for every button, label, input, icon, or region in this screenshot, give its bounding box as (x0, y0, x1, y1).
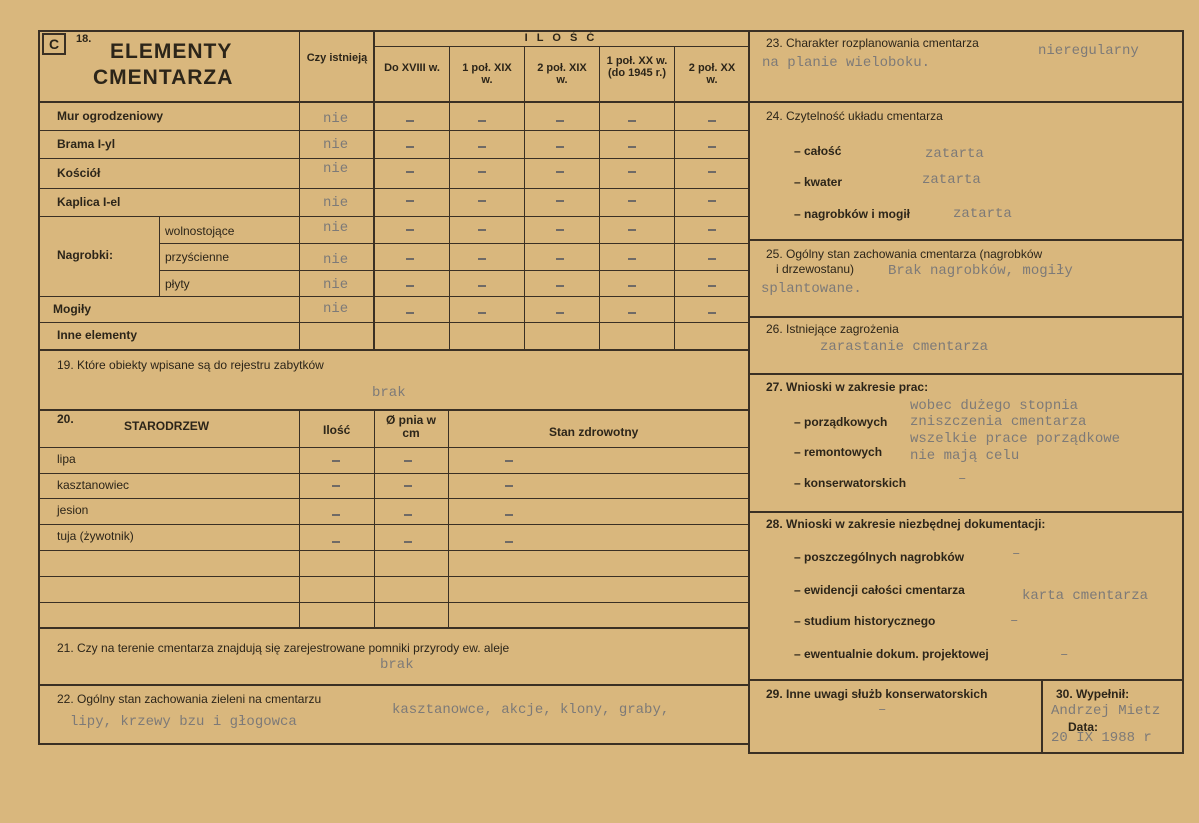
empty-value-dash (556, 200, 564, 202)
empty-value-dash (406, 229, 414, 231)
q28-item-label: – ewentualnie dokum. projektowej (794, 647, 989, 661)
empty-value-dash (556, 146, 564, 148)
q30-name: Andrzej Mietz (1051, 703, 1161, 719)
q26-answer: zarastanie cmentarza (820, 339, 989, 355)
form-title-line1: ELEMENTY (110, 40, 233, 63)
empty-value-dash (404, 485, 412, 487)
empty-value-dash (708, 120, 716, 122)
empty-value-dash (332, 514, 340, 516)
empty-value-dash (406, 312, 414, 314)
tree-label: kasztanowiec (57, 478, 130, 492)
empty-value-dash (708, 200, 716, 202)
border-middle (748, 30, 750, 754)
q22-label: 22. Ogólny stan zachowania zieleni na cmentarzu (57, 692, 322, 706)
q23-label: 23. Charakter rozplanowania cmentarza (766, 36, 979, 50)
q28-item-answer: – (1010, 613, 1019, 629)
col-quantity-header: I L O Ś Ć (524, 32, 598, 44)
q24-item-answer: zatarta (925, 146, 984, 162)
empty-value-dash (628, 258, 636, 260)
col-period-3: 2 poł. XIX w. (537, 62, 587, 87)
empty-value-dash (406, 200, 414, 202)
empty-value-dash (628, 312, 636, 314)
empty-value-dash (404, 460, 412, 462)
empty-value-dash (332, 541, 340, 543)
empty-value-dash (628, 146, 636, 148)
q27-item-label: – remontowych (794, 445, 883, 459)
q27-answer-line: wszelkie prace porządkowe (910, 431, 1121, 447)
exists-value: nie (323, 252, 349, 268)
q27-answer-line: zniszczenia cmentarza (910, 414, 1087, 430)
q27-answer-line: nie mają celu (910, 448, 1020, 464)
q25-answer-line1: Brak nagrobków, mogiły (888, 263, 1073, 279)
q29-label: 29. Inne uwagi służb konserwatorskich (766, 687, 988, 701)
empty-value-dash (628, 200, 636, 202)
q23-answer-line1: nieregularny (1038, 43, 1139, 59)
q26-label: 26. Istniejące zagrożenia (766, 322, 899, 336)
empty-value-dash (406, 146, 414, 148)
element-label: Brama I-yl (57, 137, 116, 151)
q20-col-qty: Ilość (323, 423, 351, 437)
q25-label-line1: 25. Ogólny stan zachowania cmentarza (nagrobków (766, 247, 1043, 261)
q28-item-answer: karta cmentarza (1022, 588, 1149, 604)
q30-label: 30. Wypełnił: (1056, 687, 1130, 701)
empty-value-dash (556, 285, 564, 287)
col-exists-header: Czy istnieją (306, 52, 368, 64)
tree-label: lipa (57, 452, 76, 466)
q22-answer-line2: lipy, krzewy bzu i głogowca (70, 714, 297, 730)
empty-value-dash (478, 171, 486, 173)
form-title-line2: CMENTARZA (93, 66, 234, 89)
q25-answer-line2: splantowane. (761, 281, 862, 297)
q29-answer: – (878, 702, 887, 718)
element-label: płyty (165, 277, 190, 291)
element-label: Inne elementy (57, 328, 138, 342)
empty-value-dash (628, 229, 636, 231)
empty-value-dash (556, 171, 564, 173)
q28-item-label: – ewidencji całości cmentarza (794, 583, 965, 597)
empty-value-dash (505, 541, 513, 543)
element-label: Kaplica I-el (57, 195, 121, 209)
section-number: 18. (76, 33, 92, 45)
q24-item-label: – nagrobków i mogił (794, 207, 911, 221)
q24-item-answer: zatarta (953, 206, 1012, 222)
empty-value-dash (406, 120, 414, 122)
empty-value-dash (708, 285, 716, 287)
q27-konserw-answer: – (958, 471, 967, 487)
q20-col-health: Stan zdrowotny (549, 425, 639, 439)
empty-value-dash (708, 312, 716, 314)
exists-value: nie (323, 195, 349, 211)
empty-value-dash (708, 171, 716, 173)
element-label: przyścienne (165, 250, 230, 264)
col-period-1: Do XVIII w. (384, 62, 440, 74)
q28-item-label: – poszczególnych nagrobków (794, 550, 965, 564)
q20-col-name: STARODRZEW (124, 419, 210, 433)
q28-item-answer: – (1060, 647, 1069, 663)
element-label: Kościół (57, 166, 101, 180)
empty-value-dash (406, 285, 414, 287)
q27-item-label: – porządkowych (794, 415, 888, 429)
empty-value-dash (505, 485, 513, 487)
empty-value-dash (478, 120, 486, 122)
exists-value: nie (323, 220, 349, 236)
empty-value-dash (505, 514, 513, 516)
border-bottom-left (38, 743, 750, 745)
q28-label: 28. Wnioski w zakresie niezbędnej dokumentacji: (766, 517, 1046, 531)
exists-value: nie (323, 111, 349, 127)
q21-label: 21. Czy na terenie cmentarza znajdują się zarejestrowane pomniki przyrody ew. aleje (57, 641, 510, 655)
q21-answer: brak (380, 657, 414, 673)
empty-value-dash (404, 514, 412, 516)
q19-label: 19. Które obiekty wpisane są do rejestru zabytków (57, 358, 324, 372)
empty-value-dash (478, 258, 486, 260)
exists-value: nie (323, 161, 349, 177)
empty-value-dash (505, 460, 513, 462)
empty-value-dash (628, 120, 636, 122)
q27-answer-line: wobec dużego stopnia (910, 398, 1079, 414)
empty-value-dash (556, 312, 564, 314)
section-letter: C (42, 33, 66, 55)
empty-value-dash (556, 258, 564, 260)
col-period-5: 2 poł. XX w. (688, 62, 736, 87)
q22-answer-line1: kasztanowce, akcje, klony, graby, (392, 702, 670, 718)
q20-number: 20. (57, 412, 74, 426)
empty-value-dash (478, 285, 486, 287)
tree-label: jesion (57, 503, 89, 517)
empty-value-dash (406, 171, 414, 173)
empty-value-dash (332, 485, 340, 487)
q19-answer: brak (372, 385, 406, 401)
element-label: Mogiły (53, 302, 91, 316)
q28-item-label: – studium historycznego (794, 614, 936, 628)
empty-value-dash (478, 312, 486, 314)
q27-item-label: – konserwatorskich (794, 476, 907, 490)
empty-value-dash (628, 171, 636, 173)
tree-label: tuja (żywotnik) (57, 529, 134, 543)
col-period-2: 1 poł. XIX w. (462, 62, 512, 87)
empty-value-dash (478, 200, 486, 202)
empty-value-dash (708, 146, 716, 148)
element-label: Mur ogrodzeniowy (57, 109, 163, 123)
q23-answer-line2: na planie wieloboku. (762, 55, 931, 71)
empty-value-dash (556, 120, 564, 122)
q24-item-answer: zatarta (922, 172, 981, 188)
empty-value-dash (556, 229, 564, 231)
q27-label: 27. Wnioski w zakresie prac: (766, 380, 929, 394)
element-label: wolnostojące (165, 224, 235, 238)
exists-value: nie (323, 137, 349, 153)
q28-item-answer: – (1012, 546, 1021, 562)
empty-value-dash (708, 258, 716, 260)
q24-item-label: – całość (794, 144, 842, 158)
exists-value: nie (323, 301, 349, 317)
empty-value-dash (478, 146, 486, 148)
q24-label: 24. Czytelność układu cmentarza (766, 109, 943, 123)
empty-value-dash (332, 460, 340, 462)
q30-date: 20 IX 1988 r (1051, 730, 1152, 746)
empty-value-dash (708, 229, 716, 231)
q25-label-line2: i drzewostanu) (776, 262, 855, 276)
empty-value-dash (628, 285, 636, 287)
q30-date-label: Data: (1068, 720, 1099, 734)
border-right (1182, 30, 1184, 754)
nagrobki-label: Nagrobki: (57, 248, 114, 262)
empty-value-dash (478, 229, 486, 231)
col-period-4: 1 poł. XX w. (do 1945 r.) (606, 55, 668, 80)
border-left (38, 30, 40, 744)
empty-value-dash (404, 541, 412, 543)
q24-item-label: – kwater (794, 175, 843, 189)
exists-value: nie (323, 277, 349, 293)
empty-value-dash (406, 258, 414, 260)
q20-col-diameter: Ø pnia w cm (385, 413, 436, 441)
